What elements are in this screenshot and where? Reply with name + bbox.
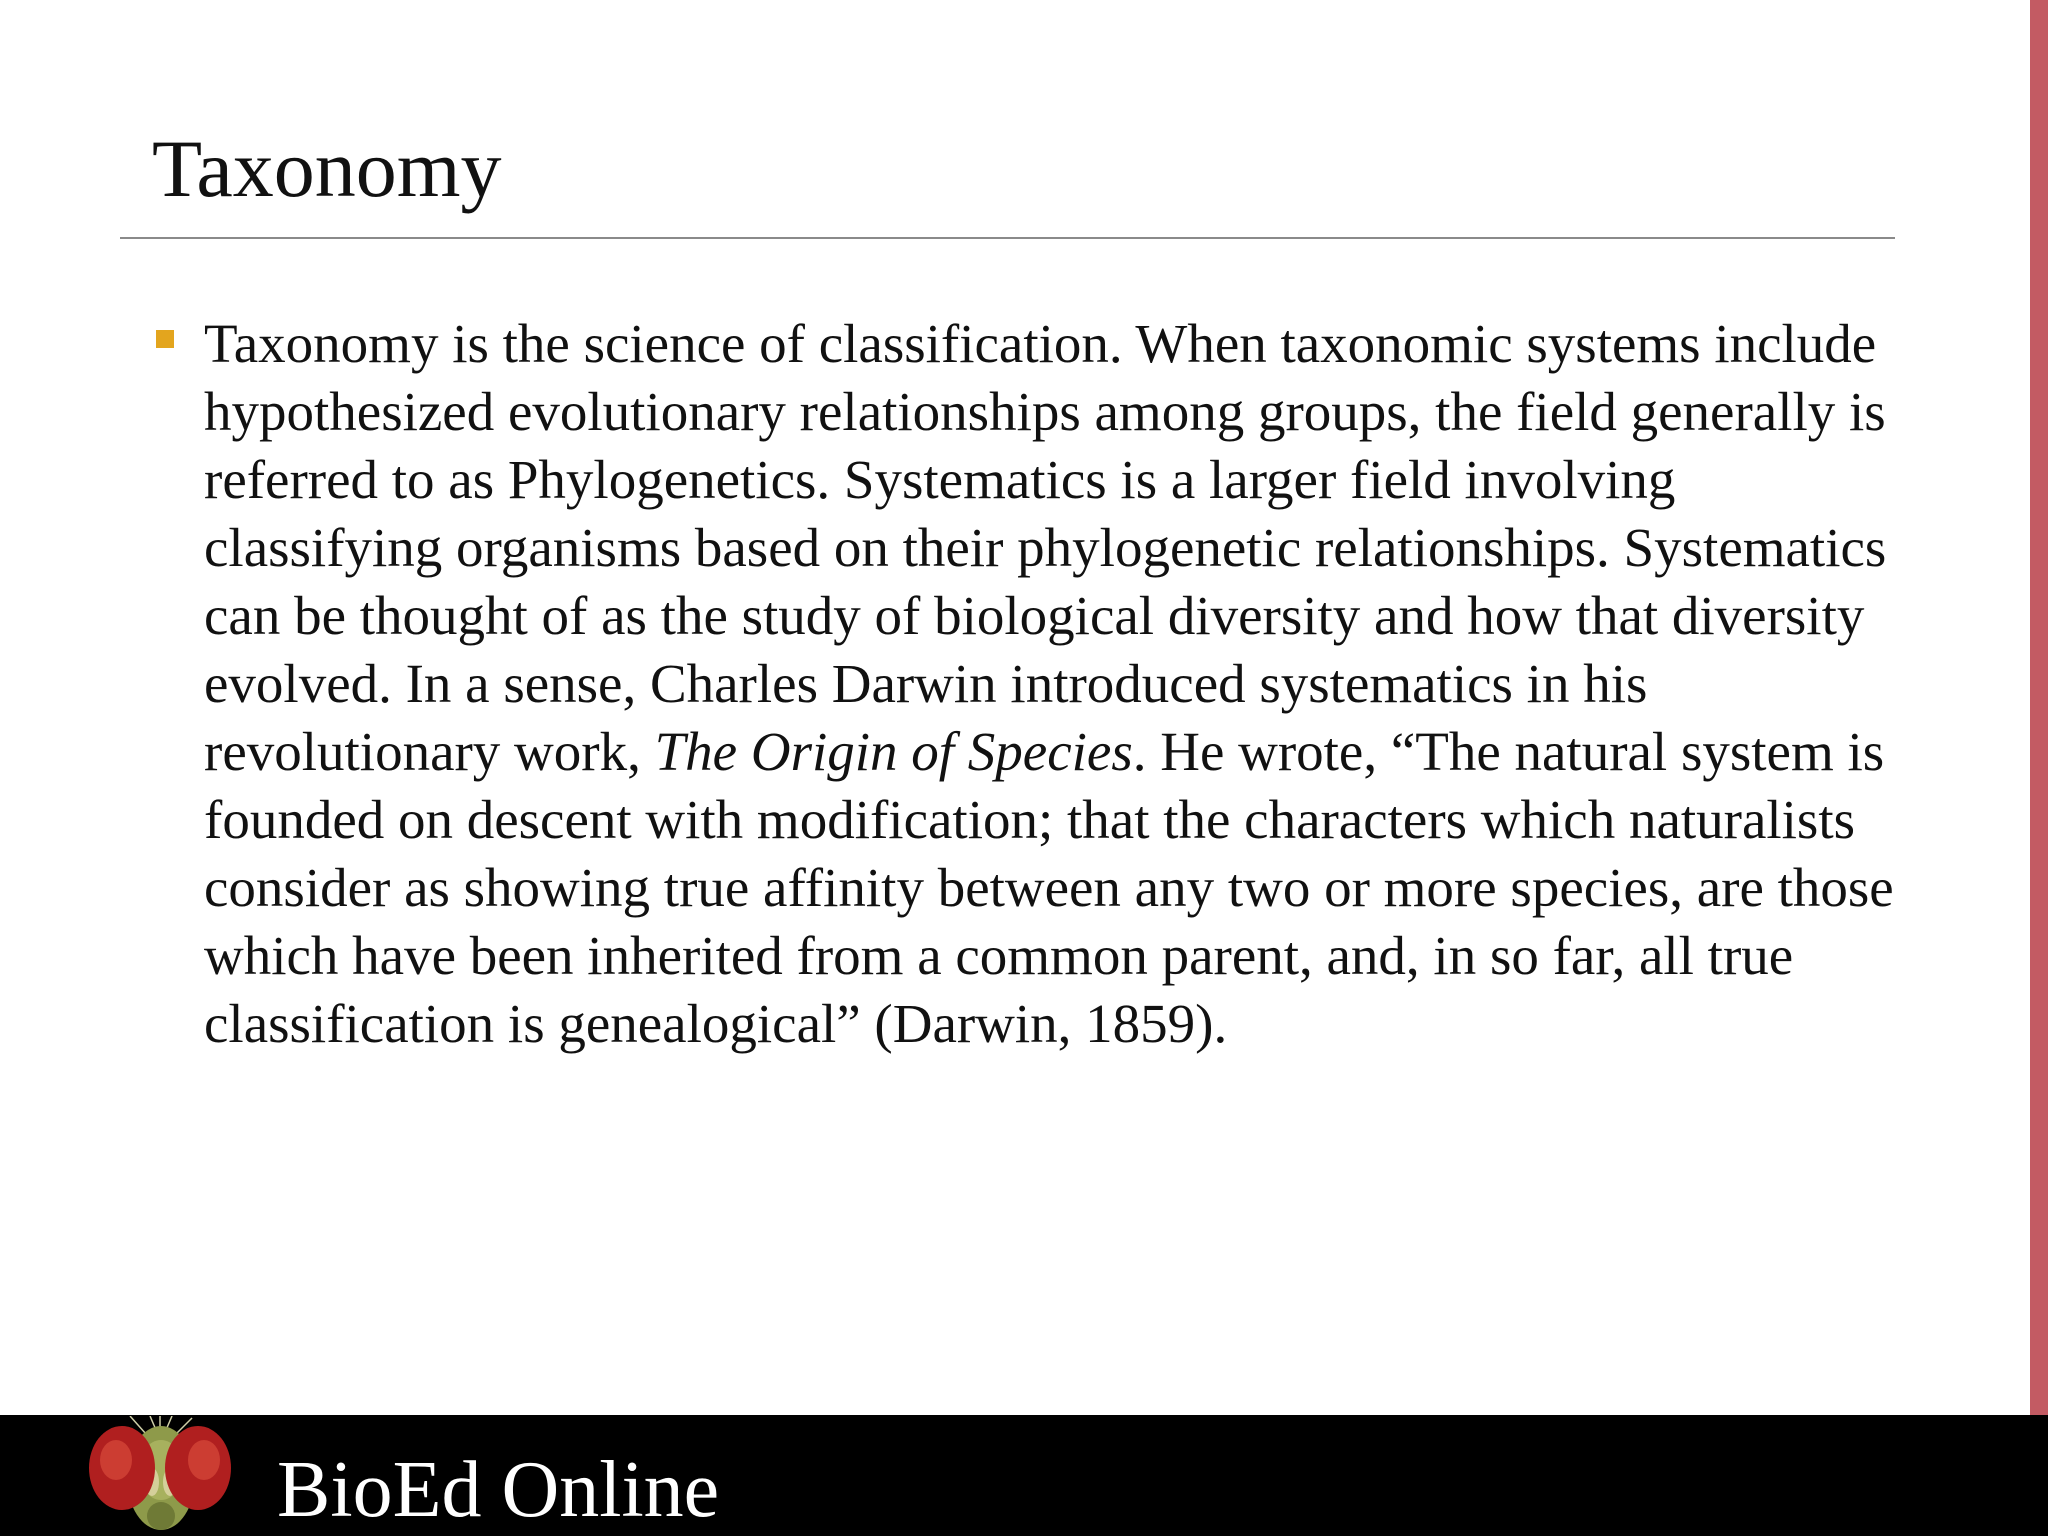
bullet-list — [152, 310, 1902, 1058]
bullet-text-part-1: Taxonomy is the science of classification. When taxonomic systems include hypothesized evolutionary relationships among groups, the field generally is referred to as Phylogenetics. Systematics is a larger field involving classifying organisms based on their phylogenetic relationships. Systematics can be thought of as the study of biological diversity and how that diversity evolved. In a sense, Charles Darwin introduced systematics in his revolutionary work, — [204, 313, 1887, 782]
fruit-fly-head-icon — [86, 1416, 234, 1536]
book-title: The Origin of Species — [654, 721, 1133, 782]
slide-title: Taxonomy — [152, 123, 502, 214]
accent-stripe — [2030, 0, 2048, 1415]
bullet-text — [204, 310, 1902, 1058]
brand-name: BioEd Online — [277, 1446, 720, 1534]
square-bullet-icon — [156, 330, 174, 348]
title-divider — [120, 237, 1895, 239]
bullet-text-part-2: . He wrote, “The natural system is founded on descent with modification; that the characters which naturalists consider as showing true affinity between any two or more species, are those which have been inherited from a common parent, and, in so far, all true classification is genealogical” (Darwin, 1859). — [204, 721, 1894, 1054]
